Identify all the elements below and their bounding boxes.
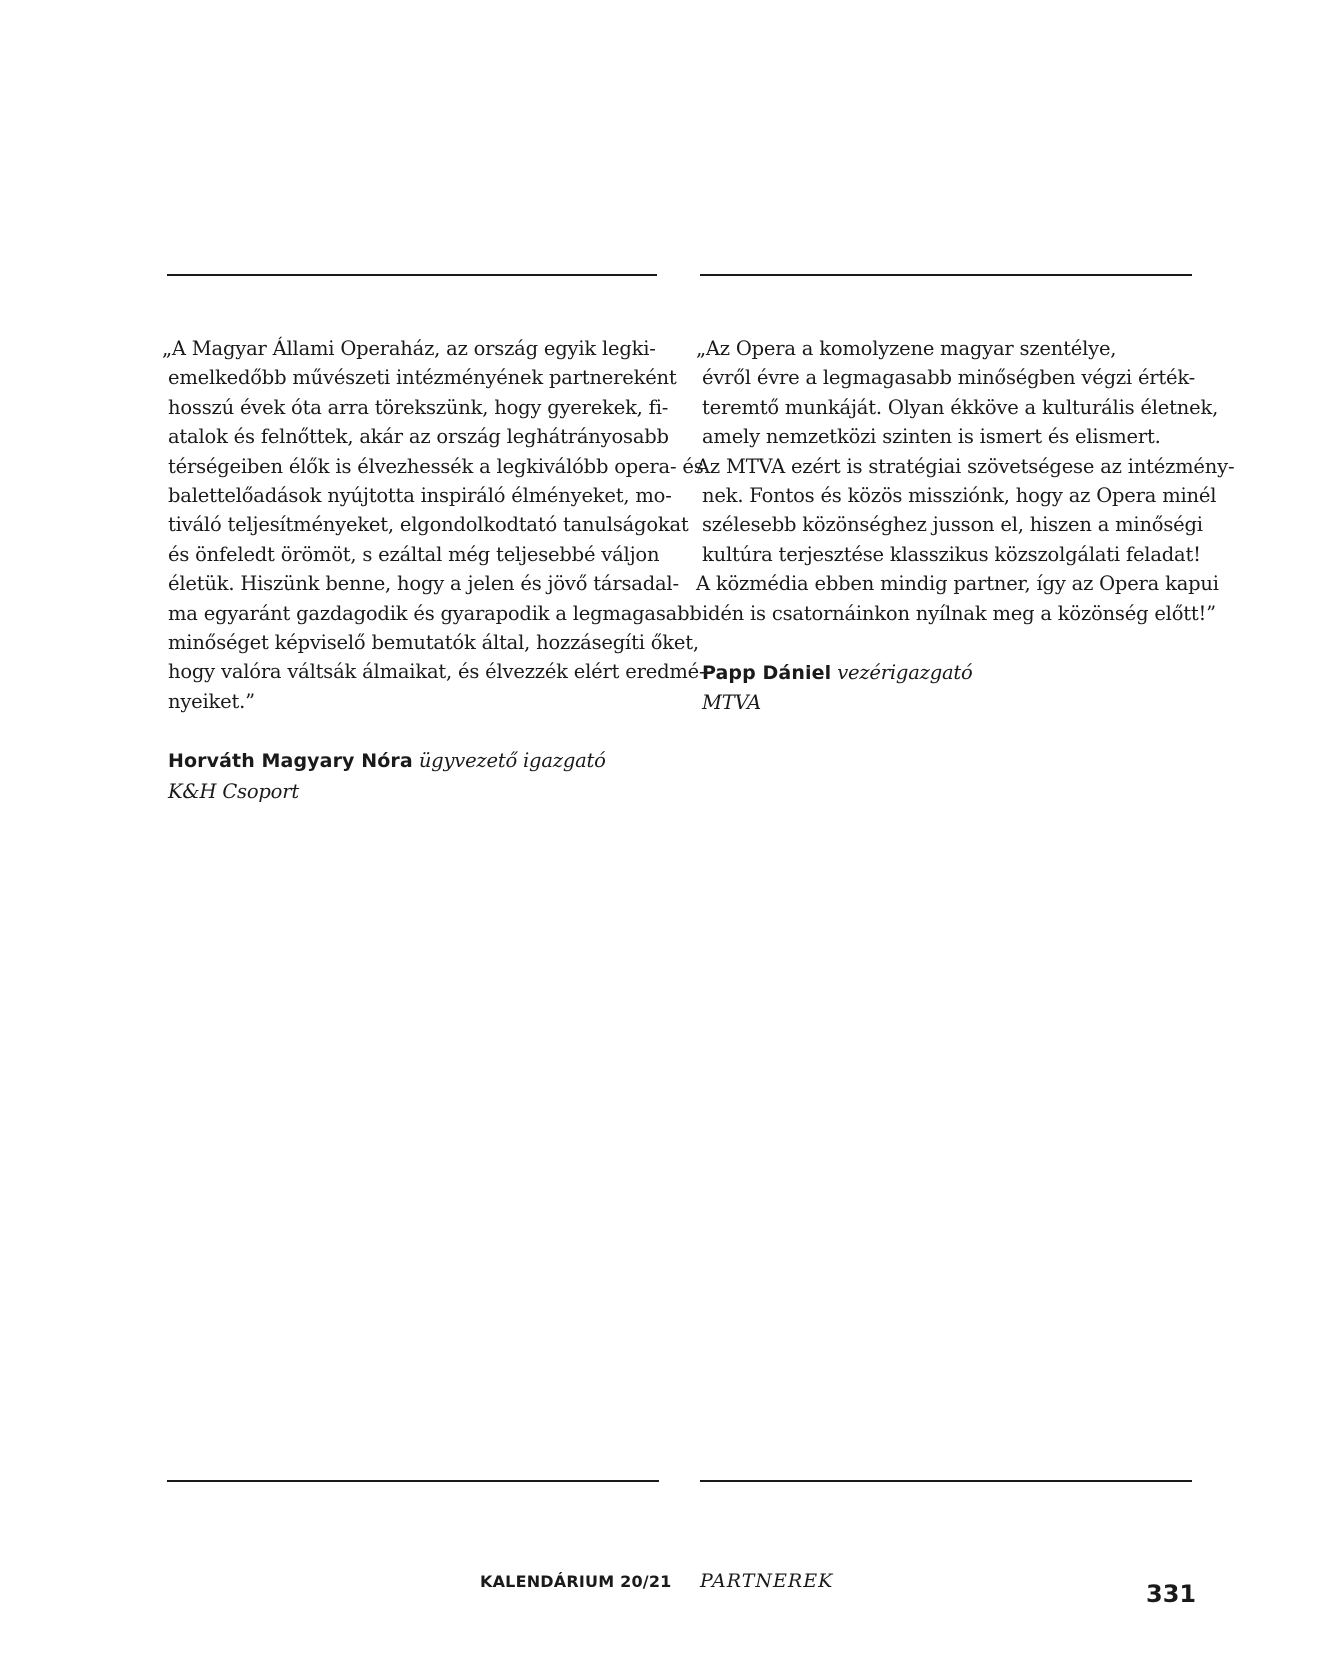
quote-line: kultúra terjesztése klasszikus közszolgálati feladat! bbox=[702, 542, 1201, 566]
footer-section: PARTNEREK bbox=[700, 1570, 834, 1592]
quote-line: Az MTVA ezért is stratégiai szövetségese az intézmény- bbox=[696, 454, 1235, 478]
top-rule-left bbox=[167, 274, 657, 276]
quote-line: tiváló teljesítményeket, elgondolkodtató tanulságokat bbox=[168, 513, 689, 537]
quote-line: balettelőadások nyújtotta inspiráló élményeket, mo- bbox=[168, 484, 672, 508]
quote-line: emelkedőbb művészeti intézményének partnereként bbox=[168, 366, 677, 390]
quote-text-right bbox=[696, 334, 1235, 628]
page-number: 331 bbox=[1146, 1580, 1197, 1608]
signature-role: ügyvezető igazgató bbox=[418, 749, 606, 773]
quote-line: nyeiket.” bbox=[168, 689, 255, 713]
quote-line: teremtő munkáját. Olyan ékköve a kulturális életnek, bbox=[702, 395, 1219, 419]
footer-publication: KALENDÁRIUM 20/21 bbox=[480, 1572, 672, 1591]
bottom-rule-left bbox=[167, 1480, 659, 1482]
quote-line: évről évre a legmagasabb minőségben végzi érték- bbox=[702, 366, 1196, 390]
quote-text-left bbox=[162, 334, 706, 716]
quote-line: nek. Fontos és közös missziónk, hogy az Opera minél bbox=[702, 484, 1217, 508]
quote-column-right bbox=[696, 334, 1235, 718]
bottom-rule-right bbox=[700, 1480, 1192, 1482]
signature-organization: MTVA bbox=[702, 691, 762, 715]
signature-organization: K&H Csoport bbox=[168, 779, 299, 803]
quote-line: és önfeledt örömöt, s ezáltal még teljesebbé váljon bbox=[168, 542, 660, 566]
quote-line: idén is csatornáinkon nyílnak meg a közönség előtt!” bbox=[702, 601, 1216, 625]
quote-line: minőséget képviselő bemutatók által, hozzásegíti őket, bbox=[168, 631, 699, 655]
signature-name: Papp Dániel bbox=[702, 662, 832, 685]
quote-line: „Az Opera a komolyzene magyar szentélye, bbox=[696, 337, 1117, 360]
quote-line: életük. Hiszünk benne, hogy a jelen és jövő társadal- bbox=[168, 572, 679, 596]
quote-line: térségeiben élők is élvezhessék a legkiválóbb opera- és bbox=[168, 454, 704, 478]
quote-line: A közmédia ebben mindig partner, így az Opera kapui bbox=[696, 572, 1219, 596]
top-rule-right bbox=[700, 274, 1192, 276]
quote-line: atalok és felnőttek, akár az ország leghátrányosabb bbox=[168, 425, 669, 449]
quote-line: ma egyaránt gazdagodik és gyarapodik a legmagasabb bbox=[168, 601, 702, 625]
quote-line: szélesebb közönséghez jusson el, hiszen a minőségi bbox=[702, 513, 1203, 537]
signature-role: vezérigazgató bbox=[837, 661, 973, 685]
quote-line: hogy valóra váltsák álmaikat, és élvezzék elért eredmé- bbox=[168, 660, 706, 684]
quote-column-left bbox=[162, 334, 706, 806]
quote-line: „A Magyar Állami Operaház, az ország egyik legki- bbox=[162, 337, 656, 360]
signature-left bbox=[162, 746, 662, 806]
signature-name: Horváth Magyary Nóra bbox=[168, 750, 413, 773]
signature-right bbox=[696, 658, 1196, 718]
quote-line: hosszú évek óta arra törekszünk, hogy gyerekek, fi- bbox=[168, 395, 669, 419]
quote-line: amely nemzetközi szinten is ismert és elismert. bbox=[702, 425, 1161, 449]
